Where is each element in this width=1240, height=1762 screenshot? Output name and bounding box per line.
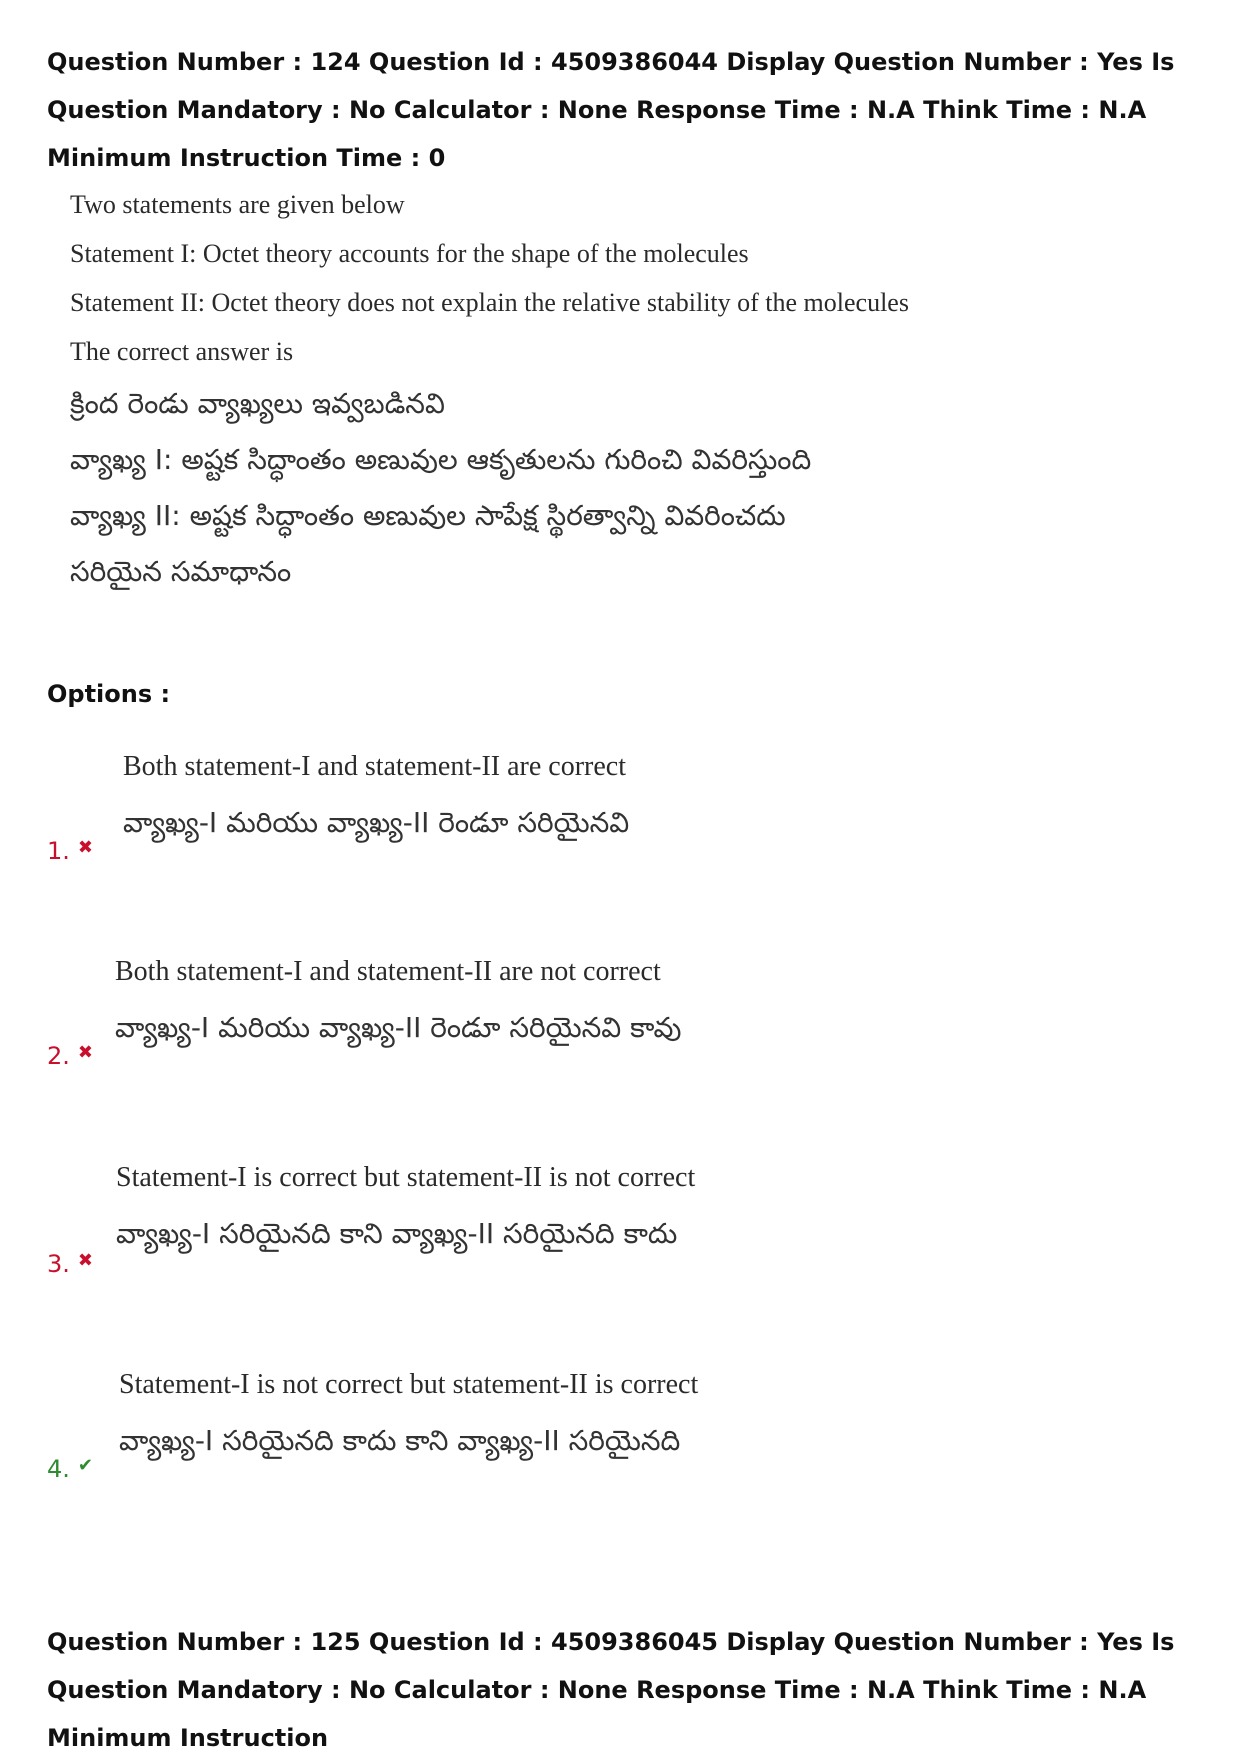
option-3-number — [47, 1250, 93, 1278]
option-2-text-english: Both statement-I and statement-II are not correct — [115, 956, 661, 987]
question-line-intro: Two statements are given below — [70, 190, 405, 219]
option-2-number-label: 2. — [47, 1042, 70, 1070]
option-1 — [0, 745, 1240, 925]
question-125-metadata: Question Number : 125 Question Id : 4509386045 Display Question Number : Yes Is Question Mandatory : No Calculator : None Response Time : N.A Think Time : N.A Minimum Instruction — [47, 1628, 1175, 1752]
check-icon: ✔ — [77, 1455, 93, 1476]
option-1-number — [47, 837, 93, 865]
options-label: Options : — [47, 680, 171, 708]
question-line-statement-1: Statement I: Octet theory accounts for the shape of the molecules — [70, 239, 749, 268]
option-2-text-telugu: వ్యాఖ్య-I మరియు వ్యాఖ్య-II రెండూ సరియైనవి కావు — [115, 1011, 682, 1044]
question-line-prompt: The correct answer is — [70, 337, 294, 366]
option-4 — [0, 1363, 1240, 1543]
option-2-number — [47, 1042, 93, 1070]
option-2 — [0, 950, 1240, 1130]
option-3-number-label: 3. — [47, 1250, 70, 1278]
question-124-metadata: Question Number : 124 Question Id : 4509386044 Display Question Number : Yes Is Question Mandatory : No Calculator : None Response Time : N.A Think Time : N.A Minimum Instruction Time : 0 — [47, 48, 1175, 172]
cross-icon: ✖ — [77, 1250, 93, 1271]
option-3-text-telugu: వ్యాఖ్య-I సరియైనది కాని వ్యాఖ్య-II సరియైనది కాదు — [116, 1217, 678, 1250]
question-line-statement-2-telugu: వ్యాఖ్య II: అష్టక సిద్ధాంతం అణువుల సాపేక్ష స్థిరత్వాన్ని వివరించదు — [70, 499, 786, 532]
question-line-statement-1-telugu: వ్యాఖ్య I: అష్టక సిద్ధాంతం అణువుల ఆకృతులను గురించి వివరిస్తుంది — [70, 443, 812, 476]
question-line-intro-telugu: క్రింద రెండు వ్యాఖ్యలు ఇవ్వబడినవి — [70, 387, 445, 420]
cross-icon: ✖ — [77, 1042, 93, 1063]
cross-icon: ✖ — [77, 837, 93, 858]
option-3-text-english: Statement-I is correct but statement-II is not correct — [116, 1162, 696, 1193]
question-line-statement-2: Statement II: Octet theory does not explain the relative stability of the molecules — [70, 288, 909, 317]
option-4-text-telugu: వ్యాఖ్య-I సరియైనది కాదు కాని వ్యాఖ్య-II సరియైనది — [119, 1424, 681, 1457]
option-1-text-telugu: వ్యాఖ్య-I మరియు వ్యాఖ్య-II రెండూ సరియైనవి — [123, 806, 630, 839]
option-3 — [0, 1156, 1240, 1336]
option-1-text-english: Both statement-I and statement-II are correct — [123, 751, 626, 782]
option-4-text-english: Statement-I is not correct but statement-II is correct — [119, 1369, 699, 1400]
option-1-number-label: 1. — [47, 837, 70, 865]
option-4-number — [47, 1455, 93, 1483]
option-4-number-label: 4. — [47, 1455, 70, 1483]
question-line-prompt-telugu: సరియైన సమాధానం — [70, 555, 292, 588]
